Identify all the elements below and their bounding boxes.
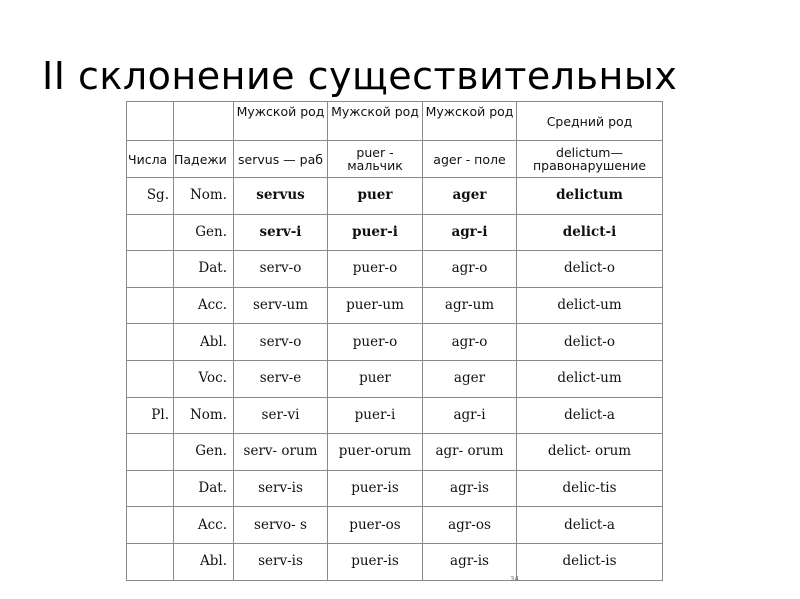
form-cell: agr-is — [423, 470, 517, 507]
form-cell: agr-i — [423, 214, 517, 251]
form-cell: serv-o — [234, 324, 328, 361]
form-cell: puer-o — [328, 324, 423, 361]
form-cell: ager — [423, 360, 517, 397]
number-cell: Pl. — [127, 397, 174, 434]
number-cell — [127, 470, 174, 507]
form-cell: delict-o — [517, 324, 663, 361]
header-word-2: puer - мальчик — [328, 141, 423, 178]
header-gender-2: Мужской род — [328, 102, 423, 141]
form-cell: delict-is — [517, 543, 663, 580]
number-cell — [127, 324, 174, 361]
number-cell — [127, 214, 174, 251]
case-cell: Nom. — [174, 397, 234, 434]
table-row — [127, 251, 663, 288]
form-cell: ser-vi — [234, 397, 328, 434]
case-cell: Nom. — [174, 178, 234, 215]
case-cell: Acc. — [174, 287, 234, 324]
number-cell — [127, 251, 174, 288]
header-word-1: servus — раб — [234, 141, 328, 178]
form-cell: serv-is — [234, 470, 328, 507]
form-cell: puer-i — [328, 397, 423, 434]
slide-title: II склонение существительных — [42, 54, 678, 98]
form-cell: delict- orum — [517, 434, 663, 471]
number-cell — [127, 507, 174, 544]
form-cell: delict-um — [517, 287, 663, 324]
table-row — [127, 360, 663, 397]
form-cell: puer-i — [328, 214, 423, 251]
header-word-3: ager - поле — [423, 141, 517, 178]
number-cell — [127, 543, 174, 580]
declension-table — [126, 101, 663, 581]
form-cell: delictum — [517, 178, 663, 215]
form-cell: agr-is — [423, 543, 517, 580]
form-cell: puer-orum — [328, 434, 423, 471]
header-gender-4: Средний род — [517, 102, 663, 141]
table-row — [127, 324, 663, 361]
form-cell: serv-i — [234, 214, 328, 251]
header-row-gender — [127, 102, 663, 141]
declension-rows — [127, 178, 663, 581]
form-cell: agr- orum — [423, 434, 517, 471]
number-cell — [127, 360, 174, 397]
header-cases-label: Падежи — [174, 141, 234, 178]
number-cell — [127, 434, 174, 471]
form-cell: puer-is — [328, 470, 423, 507]
form-cell: puer-um — [328, 287, 423, 324]
number-cell: Sg. — [127, 178, 174, 215]
header-word-4: delictum— правонарушение — [517, 141, 663, 178]
form-cell: serv-o — [234, 251, 328, 288]
form-cell: servus — [234, 178, 328, 215]
form-cell: agr-o — [423, 324, 517, 361]
form-cell: delict-um — [517, 360, 663, 397]
table-row — [127, 397, 663, 434]
form-cell: puer — [328, 360, 423, 397]
form-cell: delict-a — [517, 397, 663, 434]
table-row — [127, 543, 663, 580]
header-gender-3: Мужской род — [423, 102, 517, 141]
header-empty-cell — [174, 102, 234, 141]
form-cell: serv-is — [234, 543, 328, 580]
form-cell: delict-i — [517, 214, 663, 251]
page-mark: 34 — [510, 575, 519, 583]
form-cell: agr-o — [423, 251, 517, 288]
table-row — [127, 214, 663, 251]
table-row — [127, 507, 663, 544]
table-row — [127, 287, 663, 324]
case-cell: Abl. — [174, 543, 234, 580]
table-row — [127, 470, 663, 507]
header-empty-cell — [127, 102, 174, 141]
form-cell: puer-is — [328, 543, 423, 580]
case-cell: Gen. — [174, 434, 234, 471]
form-cell: delict-o — [517, 251, 663, 288]
case-cell: Voc. — [174, 360, 234, 397]
form-cell: puer-o — [328, 251, 423, 288]
case-cell: Abl. — [174, 324, 234, 361]
table-row — [127, 434, 663, 471]
case-cell: Dat. — [174, 470, 234, 507]
header-gender-1: Мужской род — [234, 102, 328, 141]
form-cell: puer-os — [328, 507, 423, 544]
case-cell: Gen. — [174, 214, 234, 251]
form-cell: delic-tis — [517, 470, 663, 507]
form-cell: ager — [423, 178, 517, 215]
form-cell: servo- s — [234, 507, 328, 544]
form-cell: serv- orum — [234, 434, 328, 471]
number-cell — [127, 287, 174, 324]
form-cell: agr-um — [423, 287, 517, 324]
form-cell: serv-e — [234, 360, 328, 397]
case-cell: Dat. — [174, 251, 234, 288]
form-cell: agr-i — [423, 397, 517, 434]
header-numbers-label: Числа — [127, 141, 174, 178]
table-row — [127, 178, 663, 215]
form-cell: delict-a — [517, 507, 663, 544]
form-cell: serv-um — [234, 287, 328, 324]
form-cell: agr-os — [423, 507, 517, 544]
header-row-words — [127, 141, 663, 178]
form-cell: puer — [328, 178, 423, 215]
case-cell: Acc. — [174, 507, 234, 544]
